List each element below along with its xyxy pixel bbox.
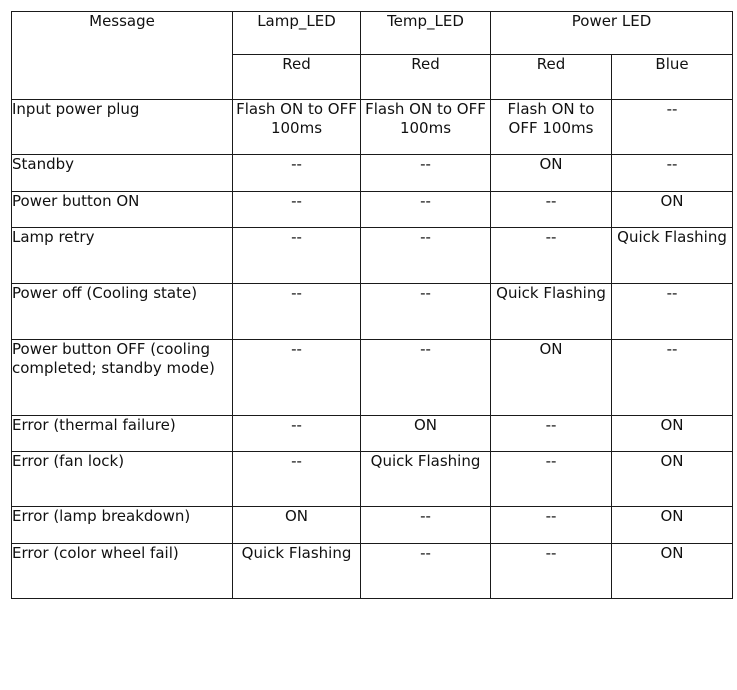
message-cell: Power button OFF (cooling completed; standby mode) [12, 340, 233, 416]
table-row [12, 284, 733, 340]
lamp-led-cell: -- [233, 416, 361, 452]
power-led-red-cell: -- [491, 192, 612, 228]
table-row [12, 340, 733, 416]
table-row [12, 228, 733, 284]
lamp-led-cell: ON [233, 507, 361, 544]
power-led-red-cell: ON [491, 340, 612, 416]
power-led-red-cell: -- [491, 507, 612, 544]
lamp-led-cell: -- [233, 228, 361, 284]
temp-led-cell: -- [361, 228, 491, 284]
lamp-led-cell: -- [233, 155, 361, 192]
power-led-red-cell: -- [491, 544, 612, 599]
power-led-header: Power LED [491, 12, 733, 55]
power-led-red-cell: Quick Flashing [491, 284, 612, 340]
temp-led-cell: -- [361, 284, 491, 340]
power-led-blue-cell: ON [612, 416, 733, 452]
message-cell: Standby [12, 155, 233, 192]
temp-led-cell: -- [361, 544, 491, 599]
temp-led-cell: Flash ON to OFF 100ms [361, 100, 491, 155]
power-led-blue-cell: Quick Flashing [612, 228, 733, 284]
temp-led-cell: -- [361, 340, 491, 416]
message-cell: Error (thermal failure) [12, 416, 233, 452]
message-cell: Error (lamp breakdown) [12, 507, 233, 544]
message-cell: Error (color wheel fail) [12, 544, 233, 599]
table-row [12, 192, 733, 228]
lamp-led-cell: Quick Flashing [233, 544, 361, 599]
table-row [12, 544, 733, 599]
table-row [12, 100, 733, 155]
message-column-header: Message [12, 12, 233, 100]
power-led-red-header: Red [491, 55, 612, 100]
power-led-blue-cell: ON [612, 544, 733, 599]
led-status-table [11, 11, 733, 599]
temp-led-color-header: Red [361, 55, 491, 100]
power-led-blue-header: Blue [612, 55, 733, 100]
temp-led-cell: Quick Flashing [361, 452, 491, 507]
power-led-blue-cell: -- [612, 100, 733, 155]
power-led-red-cell: -- [491, 452, 612, 507]
lamp-led-color-header: Red [233, 55, 361, 100]
power-led-red-cell: -- [491, 416, 612, 452]
table-row [12, 155, 733, 192]
power-led-blue-cell: -- [612, 155, 733, 192]
message-cell: Power off (Cooling state) [12, 284, 233, 340]
power-led-blue-cell: -- [612, 284, 733, 340]
temp-led-cell: ON [361, 416, 491, 452]
lamp-led-cell: -- [233, 284, 361, 340]
lamp-led-cell: -- [233, 192, 361, 228]
temp-led-header: Temp_LED [361, 12, 491, 55]
power-led-red-cell: ON [491, 155, 612, 192]
power-led-red-cell: Flash ON to OFF 100ms [491, 100, 612, 155]
lamp-led-header: Lamp_LED [233, 12, 361, 55]
message-cell: Lamp retry [12, 228, 233, 284]
table-row [12, 452, 733, 507]
temp-led-cell: -- [361, 155, 491, 192]
message-cell: Input power plug [12, 100, 233, 155]
lamp-led-cell: -- [233, 452, 361, 507]
power-led-blue-cell: ON [612, 452, 733, 507]
temp-led-cell: -- [361, 507, 491, 544]
table-row [12, 416, 733, 452]
power-led-blue-cell: ON [612, 507, 733, 544]
table-row [12, 507, 733, 544]
message-cell: Power button ON [12, 192, 233, 228]
temp-led-cell: -- [361, 192, 491, 228]
lamp-led-cell: Flash ON to OFF 100ms [233, 100, 361, 155]
lamp-led-cell: -- [233, 340, 361, 416]
power-led-blue-cell: ON [612, 192, 733, 228]
power-led-blue-cell: -- [612, 340, 733, 416]
message-cell: Error (fan lock) [12, 452, 233, 507]
power-led-red-cell: -- [491, 228, 612, 284]
